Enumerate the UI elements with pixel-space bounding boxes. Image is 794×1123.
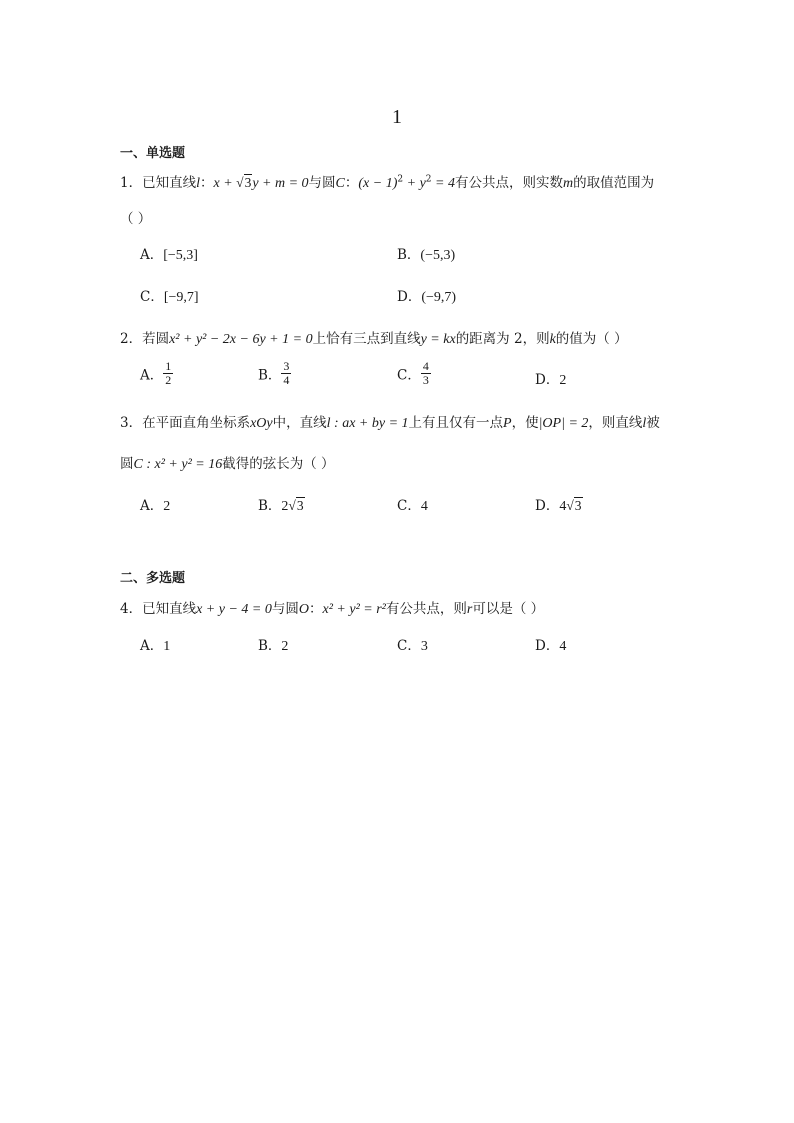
q1-sqrt-radicand: 3: [244, 175, 252, 190]
q4-circle-eq: x² + y² = r²: [322, 602, 386, 617]
q3-text3: 上有且仅有一点: [408, 415, 504, 431]
q1-answer-paren: （ ）: [120, 211, 152, 227]
q2-text: 若圆: [142, 331, 170, 347]
q3-option-c[interactable]: [397, 494, 428, 515]
q1-var-m: m: [562, 176, 574, 191]
q4-option-d-value: 4: [559, 639, 567, 654]
q1-option-a[interactable]: [140, 243, 198, 264]
q2-line-eq: y = kx: [420, 332, 456, 347]
q1-sqrt: √3: [236, 175, 252, 190]
q1-eq-part: x +: [213, 176, 237, 191]
q3-option-d-label: D．: [535, 498, 560, 514]
q3-xoy: xOy: [250, 416, 273, 431]
q1-eq-part2: y + m = 0: [252, 176, 309, 191]
q1-eq2a: (x − 1): [358, 176, 398, 191]
q1-option-d-label: D．: [397, 289, 422, 305]
q3-option-c-label: C．: [397, 498, 421, 514]
q4-option-c[interactable]: [397, 634, 428, 655]
q2-a-numerator: 1: [165, 359, 172, 373]
q2-a-denominator: 2: [165, 373, 172, 387]
q2-c-denominator: 3: [422, 373, 429, 387]
q2-var-k: k: [549, 332, 556, 347]
q1-eq2b: + y: [403, 176, 426, 191]
q3-op-eq: |OP| = 2: [538, 416, 589, 431]
q1-text3: 有公共点，则实数: [454, 175, 563, 191]
q4-option-d-label: D．: [535, 638, 560, 654]
q3-text2: 中，直线: [272, 415, 327, 431]
q1-option-b-value: (−5,3): [420, 248, 456, 263]
q3-option-a-value: 2: [163, 499, 171, 514]
q2-option-d-value: 2: [559, 373, 567, 388]
q2-b-numerator: 3: [283, 359, 290, 373]
q4-option-d[interactable]: [535, 634, 566, 655]
q3-option-a[interactable]: [140, 494, 170, 515]
q1-exp-b: 2: [425, 174, 432, 185]
q2-b-denominator: 4: [283, 373, 290, 387]
q4-option-a-value: 1: [163, 639, 171, 654]
q1-colon: ：: [199, 175, 214, 191]
q1-option-d-value: (−9,7): [421, 290, 457, 305]
q1-option-a-label: A．: [140, 247, 164, 263]
q3-option-b-radicand: 3: [296, 498, 304, 513]
q1-var-l: l: [196, 176, 200, 191]
q2-option-c-fraction: [421, 360, 431, 387]
q1-var-C: C: [335, 176, 345, 191]
q3-text: 在平面直角坐标系: [142, 415, 251, 431]
q3-option-d-radicand: 3: [574, 498, 582, 513]
q2-option-c[interactable]: [397, 360, 431, 387]
q1-text4: 的取值范围为: [573, 175, 655, 191]
q3-var-l: l: [642, 416, 647, 431]
question-3: [120, 411, 684, 432]
q4-var-r: r: [466, 602, 473, 617]
q3-var-P: P: [503, 416, 512, 431]
q2-option-b-fraction: [281, 360, 291, 387]
question-1: [120, 171, 684, 192]
q4-option-a[interactable]: [140, 634, 170, 655]
q1-text2: 与圆: [308, 175, 336, 191]
q4-option-c-label: C．: [397, 638, 421, 654]
q3-option-c-value: 4: [420, 499, 428, 514]
q2-c-numerator: 4: [422, 359, 429, 373]
q3-option-d-coef: 4: [559, 499, 567, 514]
q1-option-c-value: [−9,7]: [163, 290, 199, 305]
q3-option-d[interactable]: [535, 494, 583, 515]
q3-text4: ，使: [511, 415, 539, 431]
q2-equation: x² + y² − 2x − 6y + 1 = 0: [169, 332, 313, 347]
q3-circle-eq: C : x² + y² = 16: [133, 457, 223, 472]
section-heading-single-choice: 一、单选题: [120, 146, 186, 161]
q2-text2: 上恰有三点到直线: [312, 331, 421, 347]
question-4: [120, 597, 684, 618]
q2-text4: 的值为（ ）: [555, 331, 628, 347]
q4-line-eq: x + y − 4 = 0: [196, 602, 272, 617]
q3-option-b[interactable]: [258, 494, 305, 515]
q1-exp: 2: [397, 174, 404, 185]
q1-option-a-value: [−5,3]: [163, 248, 198, 263]
q3-number: 3．: [120, 415, 143, 431]
q1-number: 1．: [120, 175, 143, 191]
q2-text3: 的距离为 2，则: [455, 331, 550, 347]
q1-option-b[interactable]: [397, 243, 455, 264]
q2-option-a-label: A．: [140, 367, 164, 384]
q1-colon2: ：: [344, 175, 359, 191]
q1-option-c[interactable]: [140, 285, 199, 306]
q4-colon: ：: [309, 601, 323, 617]
q3-option-a-label: A．: [140, 498, 164, 514]
q1-option-d[interactable]: [397, 285, 456, 306]
q4-text4: 可以是（ ）: [472, 601, 545, 617]
page-title: 1: [392, 106, 402, 128]
q3-text6: 被: [646, 415, 660, 431]
q4-option-c-value: 3: [420, 639, 428, 654]
q4-option-b-value: 2: [281, 639, 289, 654]
q2-option-c-label: C．: [397, 367, 421, 384]
q2-option-a-fraction: [163, 360, 173, 387]
q3-text7: 圆: [120, 456, 134, 472]
q3-text5: ，则直线: [588, 415, 643, 431]
q4-text: 已知直线: [142, 601, 197, 617]
q2-option-a[interactable]: [140, 360, 173, 387]
q2-option-b[interactable]: [258, 360, 291, 387]
q3-option-d-sqrt: √3: [566, 498, 582, 513]
q3-line-eq: l : ax + by = 1: [326, 416, 409, 431]
q1-eq2c: = 4: [431, 176, 455, 191]
q4-number: 4．: [120, 601, 143, 617]
q4-text2: 与圆: [271, 601, 299, 617]
q2-option-d-label: D．: [535, 372, 560, 388]
q4-var-O: O: [298, 602, 309, 617]
question-3-cont: [120, 452, 684, 473]
q1-option-c-label: C．: [140, 289, 164, 305]
q3-option-b-sqrt: √3: [288, 498, 304, 513]
q4-option-b[interactable]: [258, 634, 288, 655]
q2-number: 2．: [120, 331, 143, 347]
q1-text: 已知直线: [142, 175, 197, 191]
q2-option-b-label: B．: [258, 367, 282, 384]
q3-text8: 截得的弦长为（ ）: [222, 456, 335, 472]
q2-option-d[interactable]: [535, 368, 566, 389]
q4-text3: 有公共点，则: [385, 601, 467, 617]
q3-option-b-coef: 2: [281, 499, 289, 514]
q3-option-b-label: B．: [258, 498, 282, 514]
question-2: [120, 327, 684, 348]
section-heading-multi-choice: 二、多选题: [120, 571, 186, 586]
q4-option-b-label: B．: [258, 638, 282, 654]
q1-option-b-label: B．: [397, 247, 421, 263]
q4-option-a-label: A．: [140, 638, 164, 654]
